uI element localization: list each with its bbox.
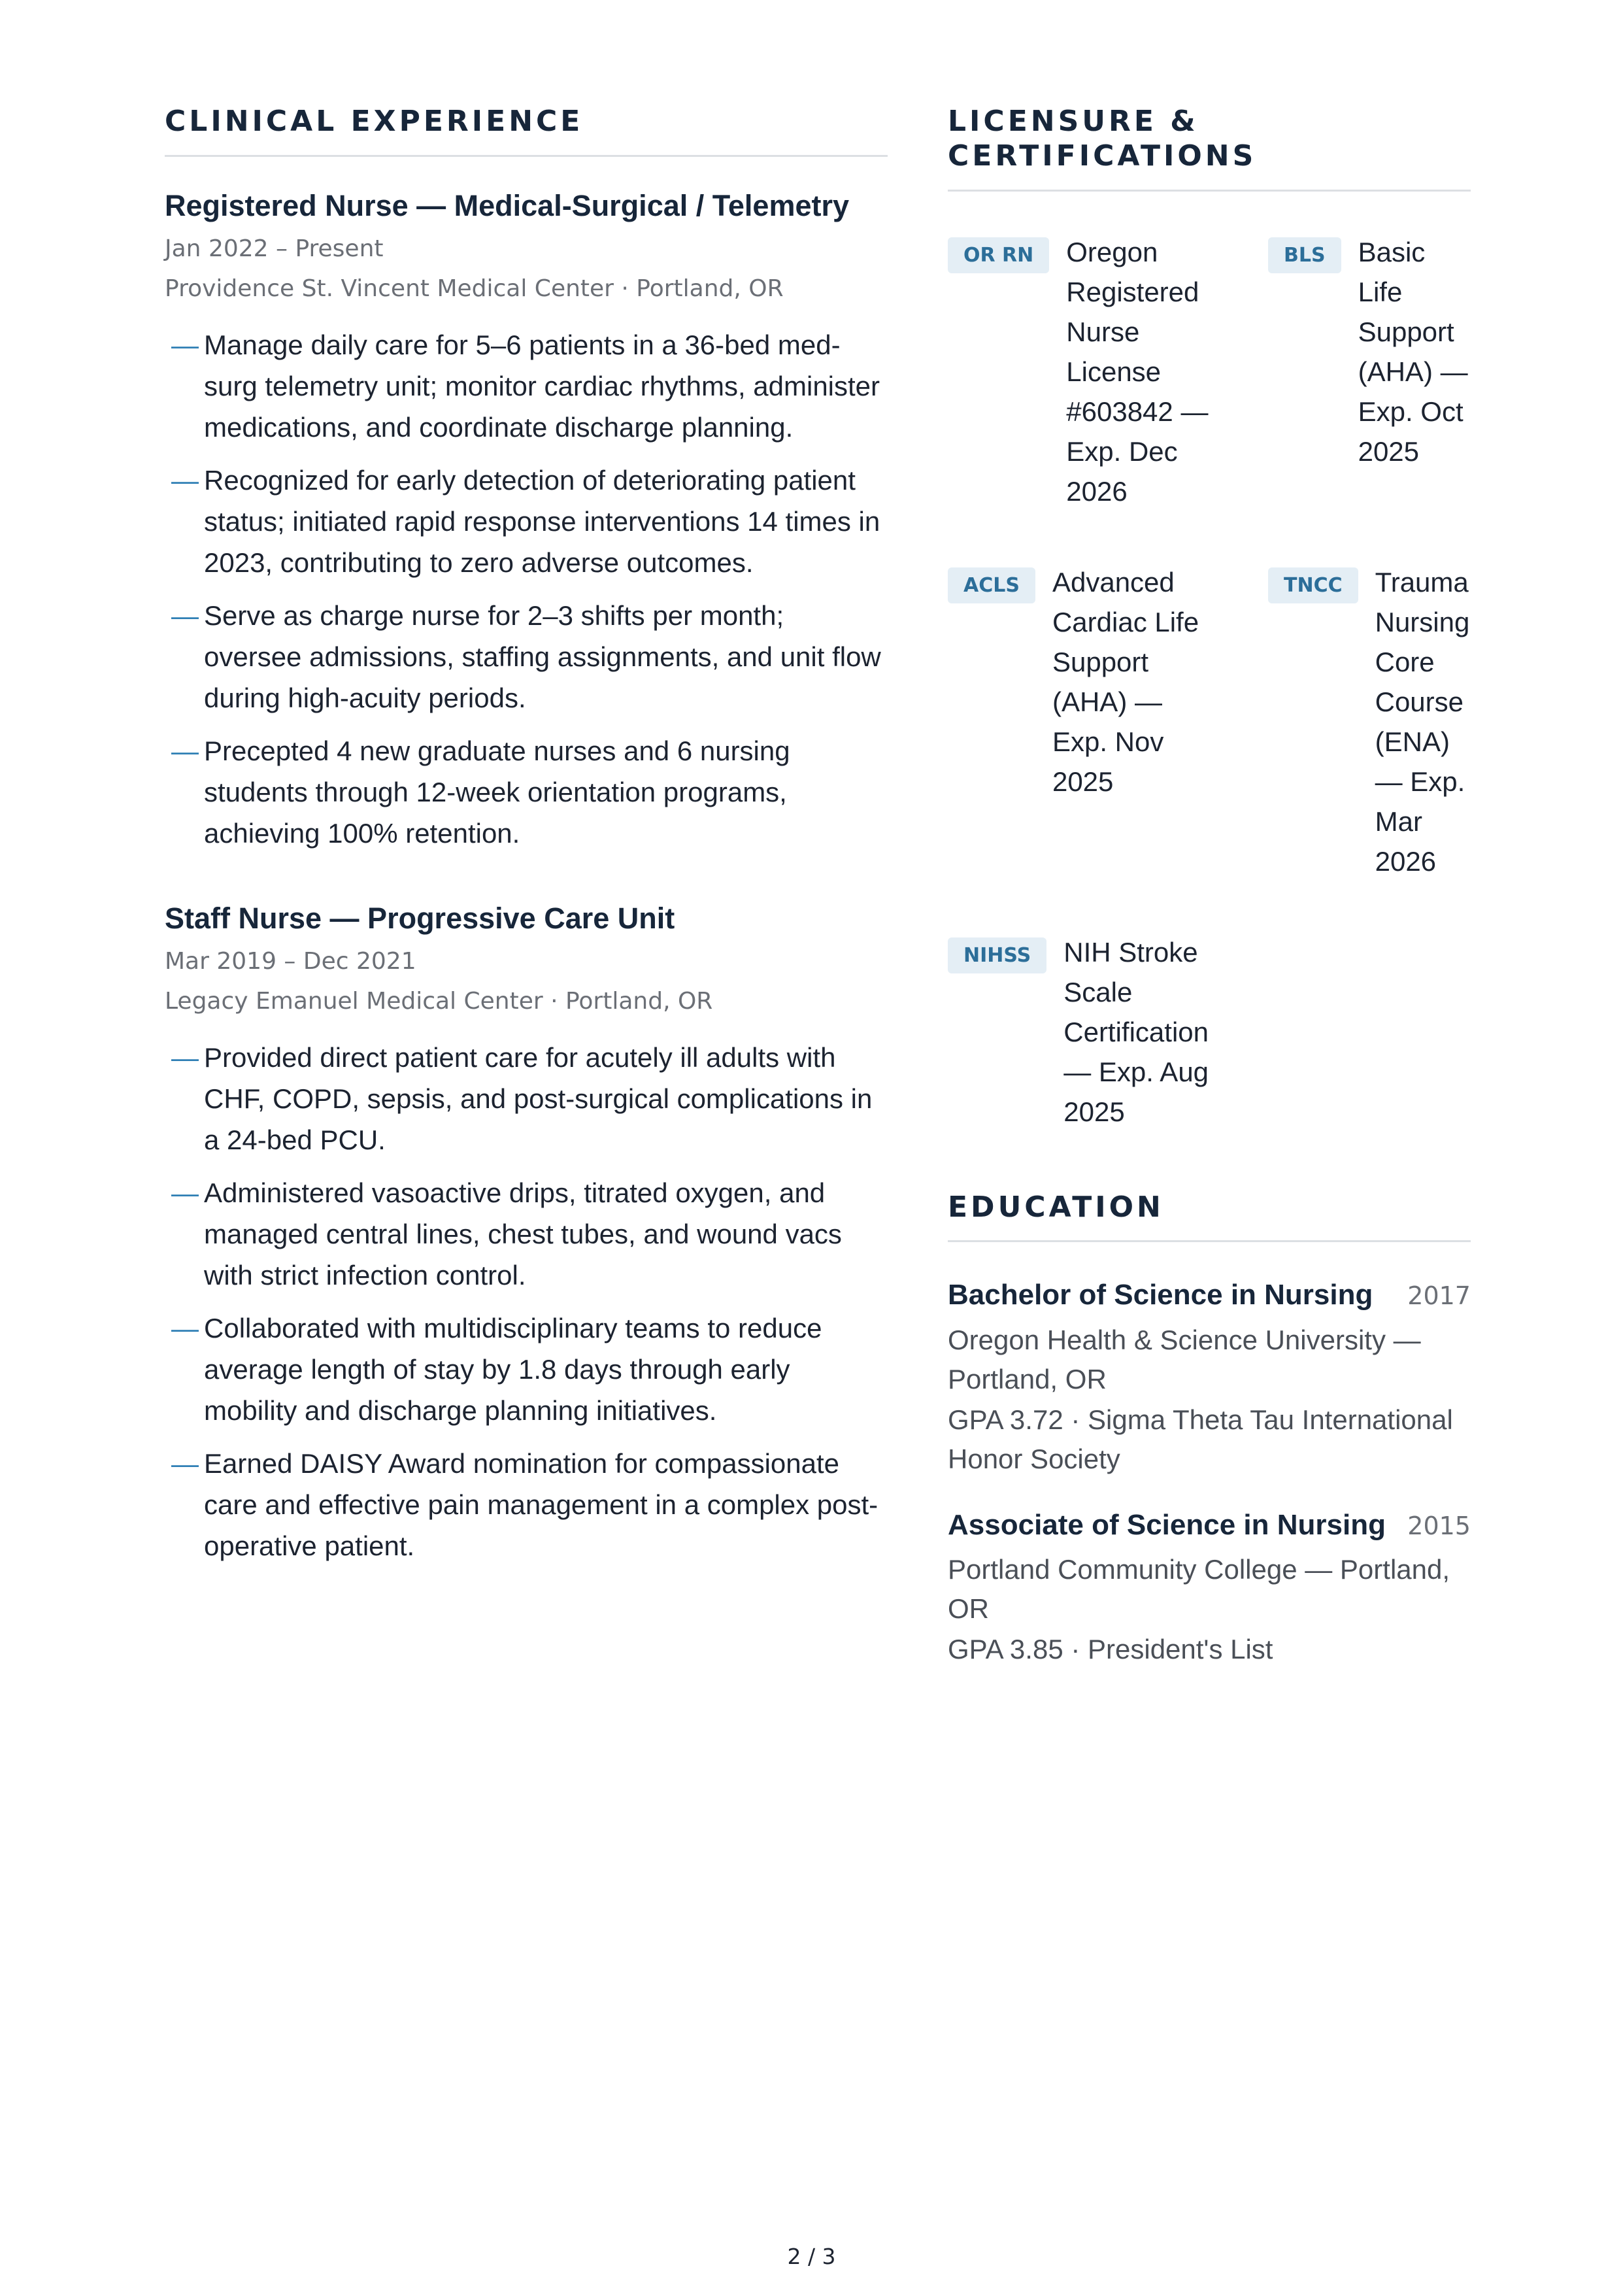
education-header bbox=[948, 1506, 1471, 1544]
certification-item bbox=[948, 562, 1268, 881]
job-bullet bbox=[165, 460, 888, 583]
education-item bbox=[948, 1506, 1471, 1669]
education-detail: GPA 3.72 · Sigma Theta Tau International Honor Society bbox=[948, 1404, 1453, 1474]
job-bullet-list bbox=[165, 1037, 888, 1566]
certification-badge: BLS bbox=[1268, 237, 1341, 273]
bullet-text: Earned DAISY Award nomination for compassionate care and effective pain management in a complex post-operative patient. bbox=[204, 1447, 878, 1561]
job-entry bbox=[165, 900, 888, 1566]
job-bullet bbox=[165, 595, 888, 718]
job-bullet bbox=[165, 1172, 888, 1296]
certification-item bbox=[948, 932, 1268, 1132]
section-heading-certifications: LICENSURE & CERTIFICATIONS bbox=[948, 105, 1471, 192]
dash-bullet-icon: — bbox=[171, 1041, 199, 1073]
bullet-text: Collaborated with multidisciplinary teams to reduce average length of stay by 1.8 days through early mobility and discharge planning initiatives. bbox=[204, 1312, 822, 1426]
certification-text: Oregon Registered Nurse License #603842 — Exp. Dec 2026 bbox=[1066, 236, 1209, 507]
dash-bullet-icon: — bbox=[171, 329, 199, 360]
dash-bullet-icon: — bbox=[171, 1447, 199, 1479]
job-bullet bbox=[165, 324, 888, 448]
bullet-text: Precepted 4 new graduate nurses and 6 nursing students through 12-week orientation programs, achieving 100% retention. bbox=[204, 735, 790, 849]
job-bullet-list bbox=[165, 324, 888, 854]
dash-bullet-icon: — bbox=[171, 1177, 199, 1208]
bullet-text: Provided direct patient care for acutely ill adults with CHF, COPD, sepsis, and post-surgical complications in a 24-bed PCU. bbox=[204, 1041, 873, 1155]
section-heading-education: EDUCATION bbox=[948, 1190, 1471, 1243]
dash-bullet-icon: — bbox=[171, 1312, 199, 1343]
certification-text: Advanced Cardiac Life Support (AHA) — Exp. Nov 2025 bbox=[1052, 566, 1199, 797]
page-number: 2 / 3 bbox=[787, 2244, 836, 2269]
certification-badge: ACLS bbox=[948, 567, 1035, 603]
job-title: Staff Nurse — Progressive Care Unit bbox=[165, 901, 675, 935]
education-detail: GPA 3.85 · President's List bbox=[948, 1633, 1273, 1664]
degree-title: Bachelor of Science in Nursing bbox=[948, 1279, 1373, 1311]
certification-text: NIH Stroke Scale Certification — Exp. Aug 2025 bbox=[1063, 936, 1209, 1127]
graduation-year: 2015 bbox=[1407, 1511, 1471, 1540]
school-name: Portland Community College — Portland, OR bbox=[948, 1553, 1450, 1624]
job-dates: Jan 2022 – Present bbox=[165, 235, 384, 263]
certification-text: Trauma Nursing Core Course (ENA) — Exp. Mar 2026 bbox=[1375, 566, 1470, 877]
job-employer: Legacy Emanuel Medical Center · Portland, OR bbox=[165, 988, 713, 1015]
dash-bullet-icon: — bbox=[171, 464, 199, 496]
job-bullet bbox=[165, 1037, 888, 1160]
job-bullet bbox=[165, 1443, 888, 1566]
certification-badge: TNCC bbox=[1268, 567, 1358, 603]
school-name: Oregon Health & Science University — Portland, OR bbox=[948, 1324, 1421, 1394]
bullet-text: Serve as charge nurse for 2–3 shifts per month; oversee admissions, staffing assignments, and unit flow during high-acuity periods. bbox=[204, 599, 881, 713]
dash-bullet-icon: — bbox=[171, 735, 199, 766]
certification-badge: NIHSS bbox=[948, 937, 1046, 973]
bullet-text: Manage daily care for 5–6 patients in a 36-bed med-surg telemetry unit; monitor cardiac rhythms, administer medications, and coordinate discharge planning. bbox=[204, 329, 880, 443]
bullet-text: Administered vasoactive drips, titrated oxygen, and managed central lines, chest tubes, and wound vacs with strict infection control. bbox=[204, 1177, 842, 1291]
job-employer: Providence St. Vincent Medical Center · Portland, OR bbox=[165, 275, 784, 303]
job-bullet bbox=[165, 1308, 888, 1431]
education-section bbox=[948, 1190, 1471, 1669]
education-item bbox=[948, 1276, 1471, 1478]
clinical-experience-section bbox=[165, 105, 888, 1578]
job-bullet bbox=[165, 730, 888, 854]
job-title: Registered Nurse — Medical-Surgical / Telemetry bbox=[165, 188, 850, 222]
dash-bullet-icon: — bbox=[171, 599, 199, 631]
certifications-section bbox=[948, 105, 1471, 1132]
certification-item bbox=[1268, 232, 1471, 511]
certification-item bbox=[948, 232, 1268, 511]
section-heading-experience: CLINICAL EXPERIENCE bbox=[165, 105, 888, 157]
sidebar-column bbox=[948, 105, 1471, 1669]
certification-badge: OR RN bbox=[948, 237, 1049, 273]
job-entry bbox=[165, 187, 888, 854]
bullet-text: Recognized for early detection of deteriorating patient status; initiated rapid response interventions 14 times in 2023, contributing to zero adverse outcomes. bbox=[204, 464, 880, 578]
education-header bbox=[948, 1276, 1471, 1313]
certification-text: Basic Life Support (AHA) — Exp. Oct 2025 bbox=[1358, 236, 1468, 467]
certification-item bbox=[1268, 562, 1471, 881]
degree-title: Associate of Science in Nursing bbox=[948, 1508, 1386, 1541]
certification-grid bbox=[948, 232, 1471, 1132]
graduation-year: 2017 bbox=[1407, 1281, 1471, 1311]
job-dates: Mar 2019 – Dec 2021 bbox=[165, 948, 416, 975]
